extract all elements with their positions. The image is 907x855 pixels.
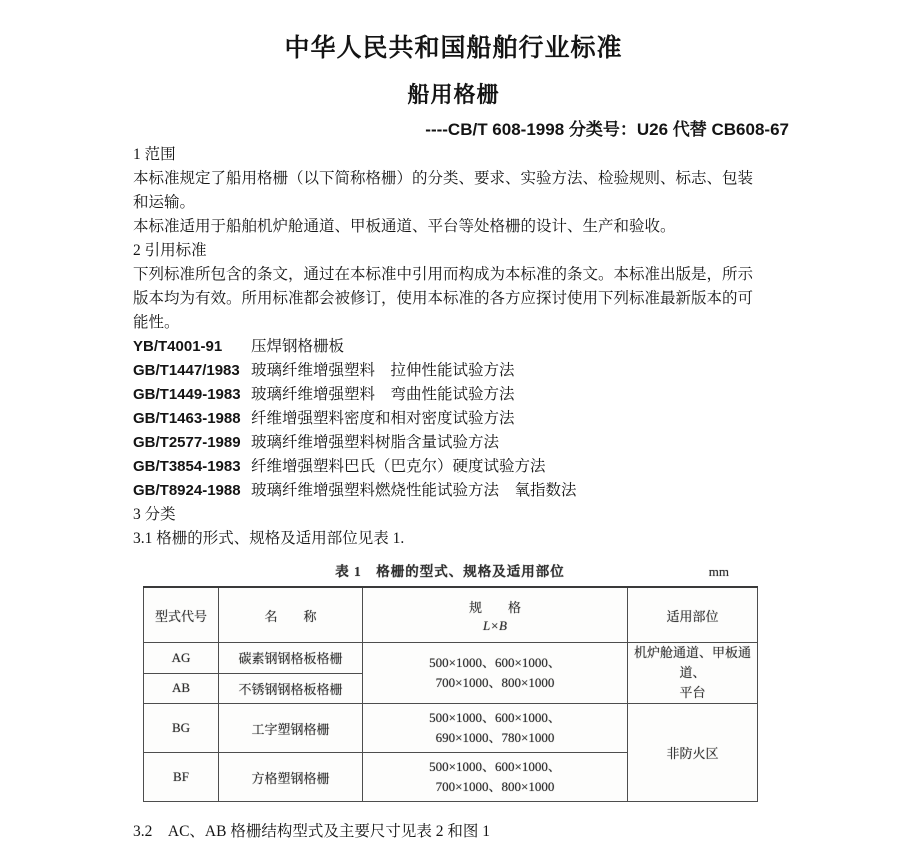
- reference-name: 纤维增强塑料巴氏（巴克尔）硬度试验方法: [251, 458, 546, 475]
- apply-cell-bg-bf: 非防火区: [628, 704, 758, 802]
- reference-code: GB/T1449-1983: [133, 386, 241, 403]
- reference-name: 压焊钢格栅板: [251, 338, 345, 355]
- spec-line: 500×1000、600×1000、: [429, 710, 561, 725]
- apply-cell-ag-ab: [628, 643, 758, 704]
- reference-code: GB/T2577-1989: [133, 434, 241, 451]
- page-subtitle: 船用格栅: [407, 82, 500, 107]
- spec-line: 700×1000、800×1000: [435, 675, 555, 690]
- name-cell: 碳素钢钢格板格栅: [219, 643, 363, 674]
- reference-line: [133, 407, 793, 431]
- col-header-spec: [363, 587, 628, 643]
- name-cell: 方格塑钢格栅: [219, 753, 363, 802]
- page-title: 中华人民共和国船舶行业标准: [284, 34, 623, 62]
- table-caption-row: [143, 561, 757, 583]
- type-code-cell: BF: [144, 753, 219, 802]
- reference-code: GB/T1463-1988: [133, 410, 241, 427]
- reference-code: GB/T1447/1983: [133, 362, 240, 379]
- body-line: 下列标准所包含的条文，通过在本标准中引用而构成为本标准的条文。本标准出版是，所示: [133, 266, 754, 283]
- spec-cell-ag-ab: [363, 643, 628, 704]
- reference-name: 玻璃纤维增强塑料 拉伸性能试验方法: [251, 362, 515, 379]
- scanned-table-region: [133, 561, 793, 802]
- section-heading-3: 3 分类: [133, 506, 176, 523]
- spec-line: 500×1000、600×1000、: [429, 655, 561, 670]
- body-line: 能性。: [133, 314, 180, 331]
- apply-line: 机炉舱通道、甲板通道、: [633, 645, 751, 680]
- reference-line: [133, 431, 793, 455]
- spec-header-label: 规 格: [468, 599, 521, 615]
- col-header-name: 名 称: [219, 587, 363, 643]
- section-3-1-line: 3.1 格栅的形式、规格及适用部位见表 1.: [133, 530, 405, 547]
- reference-line: [133, 359, 793, 383]
- reference-code: GB/T3854-1983: [133, 458, 241, 475]
- type-code-cell: BG: [144, 704, 219, 753]
- table1: [143, 586, 758, 802]
- section-3-2-line: 3.2 AC、AB 格栅结构型式及主要尺寸见表 2 和图 1: [133, 823, 490, 840]
- spec-line: 690×1000、780×1000: [435, 730, 555, 745]
- type-code-cell: AB: [144, 673, 219, 704]
- name-cell: 不锈钢钢格板格栅: [219, 673, 363, 704]
- table-header-row: [144, 587, 758, 643]
- reference-line: [133, 383, 793, 407]
- reference-line: [133, 335, 793, 359]
- table-caption: 表 1 格栅的型式、规格及适用部位: [335, 564, 565, 579]
- spec-cell-bf: [363, 753, 628, 802]
- reference-code: GB/T8924-1988: [133, 482, 241, 499]
- unit-label: mm: [708, 564, 729, 579]
- table-row: [144, 643, 758, 674]
- reference-name: 纤维增强塑料密度和相对密度试验方法: [251, 410, 515, 427]
- spec-cell-bg: [363, 704, 628, 753]
- section-heading-1: 1 范围: [133, 146, 176, 163]
- name-cell: 工字塑钢格栅: [219, 704, 363, 753]
- spec-line: 500×1000、600×1000、: [429, 759, 561, 774]
- col-header-apply: 适用部位: [628, 587, 758, 643]
- reference-name: 玻璃纤维增强塑料 弯曲性能试验方法: [251, 386, 515, 403]
- spec-sub-label: L×B: [483, 617, 507, 633]
- reference-name: 玻璃纤维增强塑料燃烧性能试验方法 氧指数法: [251, 482, 577, 499]
- body-line: 本标准规定了船用格栅（以下简称格栅）的分类、要求、实验方法、检验规则、标志、包装: [133, 170, 754, 187]
- table-row: [144, 704, 758, 753]
- type-code-cell: AG: [144, 643, 219, 674]
- col-header-type-code: 型式代号: [144, 587, 219, 643]
- reference-code: YB/T4001-91: [133, 338, 223, 355]
- apply-line: 平台: [679, 685, 706, 700]
- reference-line: [133, 479, 793, 503]
- reference-line: [133, 455, 793, 479]
- document-body: [133, 143, 793, 844]
- standard-number-line: ----CB/T 608-1998 分类号：U26 代替 CB608-67: [425, 120, 789, 139]
- body-line: 版本均为有效。所用标准都会被修订，使用本标准的各方应探讨使用下列标准最新版本的可: [133, 290, 754, 307]
- body-line: 和运输。: [133, 194, 196, 211]
- body-line: 本标准适用于船舶机炉舱通道、甲板通道、平台等处格栅的设计、生产和验收。: [133, 218, 676, 235]
- section-heading-2: 2 引用标准: [133, 242, 207, 259]
- spec-line: 700×1000、800×1000: [435, 779, 555, 794]
- reference-name: 玻璃纤维增强塑料树脂含量试验方法: [251, 434, 500, 451]
